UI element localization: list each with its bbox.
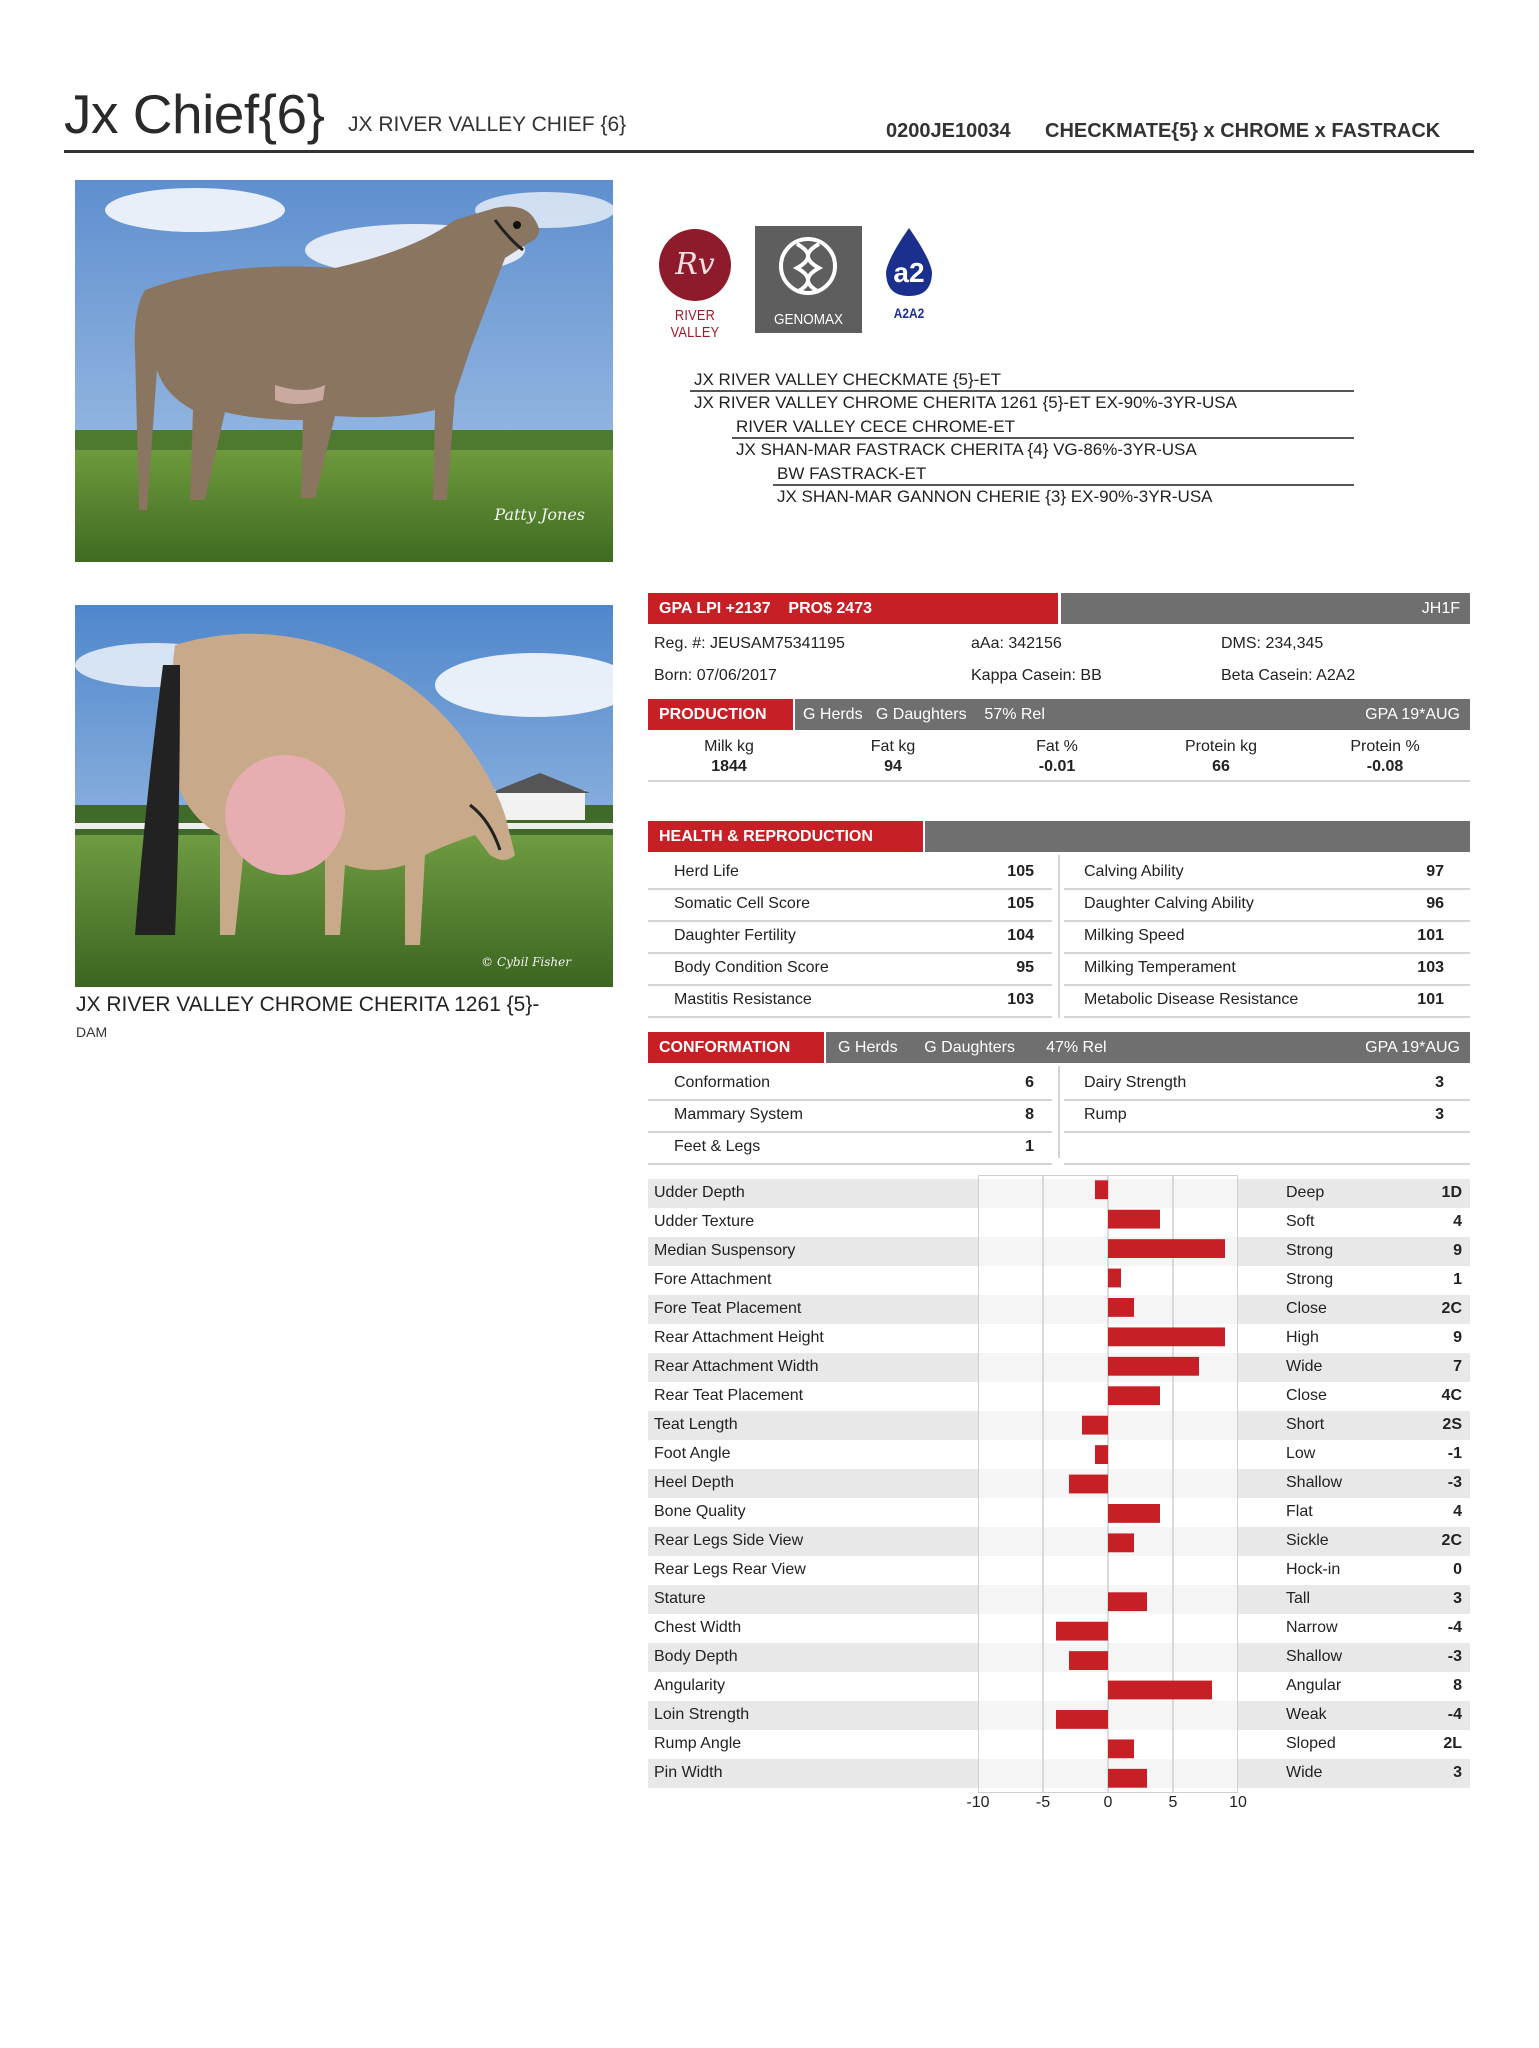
a2-logo — [876, 226, 942, 336]
row-divider — [1064, 920, 1470, 922]
pedigree-dam: JX RIVER VALLEY CHROME CHERITA 1261 {5}-ET EX-90%-3YR-USA — [694, 393, 1237, 412]
river-valley-logo — [650, 225, 740, 341]
chart-bar — [1108, 1533, 1134, 1552]
trait-score: -3 — [1447, 1474, 1462, 1491]
chart-bar — [1108, 1386, 1160, 1405]
trait-score: 4 — [1453, 1503, 1462, 1520]
row-divider — [648, 984, 1052, 986]
row-divider — [648, 1163, 1052, 1165]
trait-descriptor: Deep — [1286, 1184, 1325, 1201]
trait-descriptor: Angular — [1286, 1677, 1342, 1694]
conformation-bar — [648, 1032, 1470, 1063]
trait-label: Bone Quality — [654, 1503, 746, 1520]
dms-code: DMS: 234,345 — [1221, 635, 1324, 652]
code-block: JH1F — [1061, 593, 1470, 624]
row-divider — [648, 920, 1052, 922]
production-value: -0.08 — [1366, 758, 1404, 775]
conformation-trait-label: Feet & Legs — [674, 1138, 761, 1155]
health-title: HEALTH & REPRODUCTION — [648, 821, 923, 852]
pedigree-mgs: RIVER VALLEY CECE CHROME-ET — [736, 417, 1015, 436]
row-divider — [1064, 952, 1470, 954]
trait-descriptor: Tall — [1286, 1590, 1311, 1607]
row-divider — [648, 1131, 1052, 1133]
trait-score: 3 — [1453, 1764, 1462, 1781]
chart-tick-label: -5 — [1035, 1794, 1051, 1811]
health-trait-value: 101 — [1417, 991, 1444, 1008]
production-title: PRODUCTION — [648, 699, 793, 730]
trait-label: Rear Attachment Width — [654, 1358, 819, 1375]
linear-trait-chart — [978, 1175, 1238, 1793]
trait-score: -4 — [1447, 1619, 1462, 1636]
a2-mark: a2 — [893, 257, 925, 288]
trait-label: Stature — [654, 1590, 706, 1607]
health-trait-label: Calving Ability — [1084, 863, 1184, 880]
row-divider — [1064, 1131, 1470, 1133]
health-trait-value: 104 — [1007, 927, 1034, 944]
chart-bar — [1108, 1681, 1212, 1700]
chart-bar — [1108, 1592, 1147, 1611]
beta-casein: Beta Casein: A2A2 — [1221, 667, 1356, 684]
trait-descriptor: Close — [1286, 1300, 1327, 1317]
health-trait-value: 103 — [1417, 959, 1444, 976]
conformation-trait-label: Conformation — [674, 1074, 771, 1091]
trait-descriptor: Flat — [1286, 1503, 1313, 1520]
health-trait-label: Herd Life — [674, 863, 739, 880]
chart-tick-label: 0 — [1103, 1794, 1113, 1811]
production-label: Fat kg — [870, 738, 916, 755]
chart-bar — [1108, 1739, 1134, 1758]
row-divider — [648, 888, 1052, 890]
chart-bar — [1108, 1239, 1225, 1258]
chart-bar — [1108, 1327, 1225, 1346]
row-divider — [1064, 1099, 1470, 1101]
trait-score: 9 — [1453, 1242, 1462, 1259]
river-valley-text: RIVER VALLEY — [670, 307, 720, 341]
trait-descriptor: Sickle — [1286, 1532, 1329, 1549]
trait-score: -1 — [1447, 1445, 1462, 1462]
sire-photo — [75, 180, 613, 562]
health-trait-value: 97 — [1426, 863, 1444, 880]
trait-label: Loin Strength — [654, 1706, 750, 1723]
chart-bar — [1082, 1416, 1108, 1435]
trait-score: 2C — [1441, 1300, 1462, 1317]
health-trait-label: Metabolic Disease Resistance — [1084, 991, 1299, 1008]
health-trait-label: Somatic Cell Score — [674, 895, 811, 912]
health-trait-label: Daughter Calving Ability — [1084, 895, 1254, 912]
lpi-value: GPA LPI +2137 — [659, 600, 771, 617]
chart-bar — [1108, 1269, 1121, 1288]
health-trait-label: Milking Speed — [1084, 927, 1185, 944]
chart-bar — [1095, 1445, 1108, 1464]
genomax-text: GENOMAX — [773, 311, 844, 328]
trait-score: 3 — [1453, 1590, 1462, 1607]
pedigree-mggd: JX SHAN-MAR GANNON CHERIE {3} EX-90%-3YR-USA — [777, 487, 1213, 506]
trait-descriptor: Sloped — [1286, 1735, 1336, 1752]
trait-label: Heel Depth — [654, 1474, 735, 1491]
chart-bar — [1069, 1475, 1108, 1494]
conformation-trait-value: 3 — [1435, 1074, 1444, 1091]
registered-name: JX RIVER VALLEY CHIEF {6} — [348, 113, 627, 136]
trait-label: Foot Angle — [654, 1445, 731, 1462]
trait-descriptor: Strong — [1286, 1271, 1334, 1288]
chart-tick-label: 5 — [1168, 1794, 1178, 1811]
registration-number: Reg. #: JEUSAM75341195 — [654, 635, 845, 652]
trait-score: 1D — [1441, 1184, 1462, 1201]
production-label: Protein kg — [1184, 738, 1258, 755]
production-label: Milk kg — [704, 738, 754, 755]
production-gpa: GPA 19*AUG — [1365, 706, 1460, 723]
row-divider — [648, 1099, 1052, 1101]
trait-score: 4 — [1453, 1213, 1462, 1230]
trait-label: Pin Width — [654, 1764, 723, 1781]
chart-tick-label: 10 — [1229, 1794, 1247, 1811]
conformation-trait-value: 8 — [1025, 1106, 1034, 1123]
trait-descriptor: High — [1286, 1329, 1319, 1346]
production-info: G Herds G Daughters 57% Rel — [803, 706, 1045, 723]
conformation-trait-label: Dairy Strength — [1084, 1074, 1187, 1091]
production-divider — [648, 780, 1470, 782]
photographer-credit: © Cybil Fisher — [481, 955, 571, 969]
health-bar — [648, 821, 1470, 852]
dam-name: JX RIVER VALLEY CHROME CHERITA 1261 {5}- — [76, 993, 540, 1016]
health-trait-label: Milking Temperament — [1084, 959, 1236, 976]
pedigree-mgd: JX SHAN-MAR FASTRACK CHERITA {4} VG-86%-3YR-USA — [736, 440, 1197, 459]
trait-descriptor: Strong — [1286, 1242, 1334, 1259]
health-trait-label: Daughter Fertility — [674, 927, 796, 944]
chart-bar — [1108, 1298, 1134, 1317]
conformation-title: CONFORMATION — [648, 1032, 824, 1063]
chart-bar — [1056, 1710, 1108, 1729]
trait-label: Rear Teat Placement — [654, 1387, 804, 1404]
trait-score: 2C — [1441, 1532, 1462, 1549]
river-valley-mark: Rv — [659, 229, 731, 301]
photographer-credit: Patty Jones — [494, 505, 585, 524]
production-value: 66 — [1212, 758, 1230, 775]
row-divider — [648, 1016, 1052, 1018]
pedigree-mggs: BW FASTRACK-ET — [777, 464, 927, 483]
pedigree-sire: JX RIVER VALLEY CHECKMATE {5}-ET — [694, 370, 1002, 389]
trait-label: Udder Depth — [654, 1184, 745, 1201]
trait-label: Rear Attachment Height — [654, 1329, 824, 1346]
dam-label: DAM — [76, 1024, 108, 1040]
trait-score: 2S — [1442, 1416, 1462, 1433]
trait-descriptor: Shallow — [1286, 1474, 1343, 1491]
production-value: 1844 — [711, 758, 747, 775]
header-divider — [64, 150, 1474, 153]
health-trait-value: 105 — [1007, 863, 1034, 880]
conformation-trait-value: 3 — [1435, 1106, 1444, 1123]
conformation-info-block — [826, 1032, 1470, 1063]
trait-score: 9 — [1453, 1329, 1462, 1346]
summary-bar — [648, 593, 1470, 624]
conformation-trait-value: 6 — [1025, 1074, 1034, 1091]
row-divider — [1064, 1163, 1470, 1165]
production-label: Fat % — [1036, 738, 1078, 755]
health-trait-value: 105 — [1007, 895, 1034, 912]
trait-score: 8 — [1453, 1677, 1462, 1694]
trait-label: Rear Legs Side View — [654, 1532, 804, 1549]
droplet-icon — [880, 226, 938, 298]
pedigree-summary: CHECKMATE{5} x CHROME x FASTRACK — [1045, 120, 1441, 142]
trait-label: Fore Attachment — [654, 1271, 772, 1288]
trait-label: Rear Legs Rear View — [654, 1561, 806, 1578]
conformation-column-divider — [1058, 1066, 1060, 1158]
trait-label: Angularity — [654, 1677, 726, 1694]
trait-descriptor: Short — [1286, 1416, 1325, 1433]
pedigree-line — [690, 390, 1354, 392]
trait-descriptor: Low — [1286, 1445, 1316, 1462]
trait-descriptor: Soft — [1286, 1213, 1315, 1230]
chart-bar — [1095, 1180, 1108, 1199]
trait-score: -3 — [1447, 1648, 1462, 1665]
trait-descriptor: Wide — [1286, 1358, 1323, 1375]
trait-descriptor: Wide — [1286, 1764, 1323, 1781]
trait-descriptor: Weak — [1286, 1706, 1327, 1723]
row-divider — [1064, 984, 1470, 986]
production-bar — [648, 699, 1470, 730]
conformation-trait-label: Rump — [1084, 1106, 1127, 1123]
a2-text: A2A2 — [893, 305, 925, 321]
production-value: -0.01 — [1038, 758, 1076, 775]
trait-score: 4C — [1441, 1387, 1462, 1404]
lpi-block — [648, 593, 1058, 624]
pedigree-line — [773, 484, 1354, 486]
health-trait-value: 96 — [1426, 895, 1444, 912]
health-column-divider — [1058, 855, 1060, 1018]
health-trait-value: 95 — [1016, 959, 1034, 976]
kappa-casein: Kappa Casein: BB — [971, 667, 1102, 684]
production-label: Protein % — [1350, 738, 1420, 755]
row-divider — [1064, 888, 1470, 890]
trait-label: Median Suspensory — [654, 1242, 796, 1259]
trait-descriptor: Hock-in — [1286, 1561, 1341, 1578]
trait-label: Udder Texture — [654, 1213, 755, 1230]
dna-icon — [755, 226, 862, 304]
chart-bar — [1108, 1210, 1160, 1229]
trait-label: Teat Length — [654, 1416, 738, 1433]
chart-bar — [1056, 1622, 1108, 1641]
page-title: Jx Chief{6} — [64, 83, 325, 145]
conformation-info: G Herds G Daughters 47% Rel — [838, 1039, 1107, 1056]
trait-label: Chest Width — [654, 1619, 742, 1636]
chart-bar — [1108, 1769, 1147, 1788]
aaa-code: aAa: 342156 — [971, 635, 1062, 652]
trait-label: Body Depth — [654, 1648, 738, 1665]
conformation-trait-label: Mammary System — [674, 1106, 803, 1123]
registration-code: 0200JE10034 — [886, 120, 1011, 142]
health-trait-value: 101 — [1417, 927, 1444, 944]
trait-descriptor: Narrow — [1286, 1619, 1338, 1636]
chart-bar — [1069, 1651, 1108, 1670]
trait-label: Rump Angle — [654, 1735, 742, 1752]
pedigree-line — [732, 437, 1354, 439]
dam-photo — [75, 605, 613, 987]
trait-score: 0 — [1453, 1561, 1462, 1578]
trait-descriptor: Shallow — [1286, 1648, 1343, 1665]
row-divider — [648, 952, 1052, 954]
birth-date: Born: 07/06/2017 — [654, 667, 777, 684]
trait-descriptor: Close — [1286, 1387, 1327, 1404]
trait-score: 7 — [1453, 1358, 1462, 1375]
trait-score: -4 — [1447, 1706, 1462, 1723]
production-value: 94 — [884, 758, 902, 775]
health-trait-value: 103 — [1007, 991, 1034, 1008]
health-bar-fill — [925, 821, 1470, 852]
conformation-trait-value: 1 — [1025, 1138, 1034, 1155]
trait-score: 2L — [1443, 1735, 1462, 1752]
conformation-gpa: GPA 19*AUG — [1365, 1039, 1460, 1056]
trait-score: 1 — [1453, 1271, 1462, 1288]
health-trait-label: Body Condition Score — [674, 959, 829, 976]
genomax-logo — [755, 226, 862, 333]
trait-label: Fore Teat Placement — [654, 1300, 802, 1317]
health-trait-label: Mastitis Resistance — [674, 991, 812, 1008]
chart-bar — [1108, 1357, 1199, 1376]
row-divider — [1064, 1016, 1470, 1018]
chart-tick-label: -10 — [966, 1794, 990, 1811]
pro-value: PRO$ 2473 — [788, 600, 872, 617]
production-info-block — [795, 699, 1470, 730]
chart-bar — [1108, 1504, 1160, 1523]
